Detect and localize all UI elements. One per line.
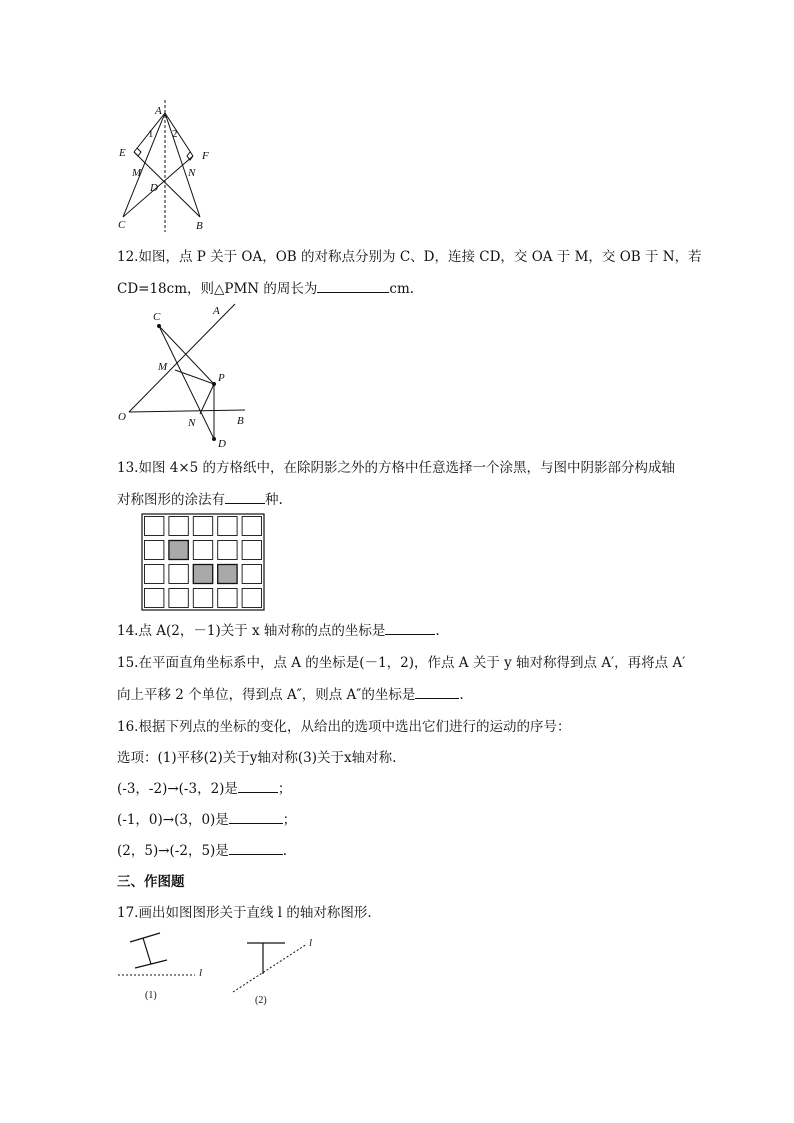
grid-cell[interactable] <box>242 589 261 608</box>
q17-figure-1 <box>115 930 215 1010</box>
grid-cell[interactable] <box>242 517 261 536</box>
q15-answer-blank[interactable] <box>415 686 459 699</box>
figure-q11 <box>110 100 220 235</box>
q12-label-N: N <box>188 417 196 429</box>
q12-ray-OB <box>129 410 245 412</box>
q17-fig1-bar-top <box>130 933 160 942</box>
q11-label-C: C <box>118 219 126 231</box>
q12-point-D <box>212 437 216 441</box>
q12-answer-blank[interactable] <box>317 280 389 293</box>
q17-fig1-label-l: l <box>199 967 203 979</box>
q12-segment-PC <box>159 326 214 384</box>
q12-ray-OA <box>129 304 235 412</box>
q11-line-AF <box>165 113 193 156</box>
section-title: 三、作图题 <box>117 874 185 890</box>
q15-line2 <box>117 686 464 704</box>
grid-cell[interactable] <box>145 589 164 608</box>
q16-item3-end: . <box>282 843 288 859</box>
q12-line2-unit: cm. <box>389 281 415 297</box>
q11-line-AC <box>123 113 165 217</box>
q16-item1-blank[interactable] <box>238 780 278 793</box>
q13-line2 <box>117 491 283 509</box>
q12-line2-text: CD=18cm，则△PMN 的周长为 <box>117 281 318 297</box>
q16-item2-end: ； <box>282 812 297 828</box>
q12-segment-PM <box>175 370 214 384</box>
q14-text: 14.点 A(2，－1)关于 x 轴对称的点的坐标是 <box>117 623 386 639</box>
grid-cell[interactable] <box>145 517 164 536</box>
q13-line1: 13.如图 4×5 的方格纸中，在除阴影之外的方格中任意选择一个涂黑，与图中阴影部分构成轴 <box>117 460 676 476</box>
q16-item1-text: (-3，-2)→(-3，2)是 <box>117 781 238 797</box>
q11-label-F: F <box>202 150 209 162</box>
grid-cell[interactable] <box>242 565 261 584</box>
q16-item2-text: (-1，0)→(3，0)是 <box>117 812 229 828</box>
q16-options: 选项：(1)平移(2)关于y轴对称(3)关于x轴对称. <box>117 750 397 766</box>
grid-cell-shaded <box>218 565 237 584</box>
q11-right-angle-E <box>134 148 141 156</box>
q16-line1: 16.根据下列点的坐标的变化，从给出的选项中选出它们进行的运动的序号： <box>117 719 571 735</box>
q11-line-FC <box>123 156 193 217</box>
q12-label-P: P <box>218 372 225 384</box>
q11-label-B: B <box>196 220 203 232</box>
grid-cell[interactable] <box>169 589 188 608</box>
q14-answer-blank[interactable] <box>385 622 435 635</box>
q12-segment-PN <box>200 384 214 414</box>
q17-fig1-stem <box>143 938 151 964</box>
grid-cell[interactable] <box>145 565 164 584</box>
grid-cell[interactable] <box>218 541 237 560</box>
q12-label-A: A <box>213 305 220 317</box>
q13-line2-text: 对称图形的涂法有 <box>117 492 225 508</box>
grid-cell[interactable] <box>169 565 188 584</box>
q17-fig1-caption: (1) <box>145 990 157 1001</box>
q11-label-N: N <box>188 167 196 179</box>
q15-line1: 15.在平面直角坐标系中，点 A 的坐标是(－1，2)，作点 A 关于 y 轴对称得到点 A′，再将点 A′ <box>117 655 686 671</box>
q17-fig2-label-l: l <box>309 937 313 949</box>
grid-cell[interactable] <box>169 517 188 536</box>
q11-label-M: M <box>132 167 142 179</box>
q13-line2-end: 种. <box>265 492 283 508</box>
q16-item2 <box>117 811 296 829</box>
figure-q12 <box>115 302 255 450</box>
q12-label-B: B <box>237 415 244 427</box>
q11-label-A: A <box>155 105 162 117</box>
q11-label-2: 2 <box>172 128 178 140</box>
q12-segment-CD <box>159 326 214 439</box>
q12-line2 <box>117 280 414 298</box>
q12-line1: 12.如图，点 P 关于 OA，OB 的对称点分别为 C、D，连接 CD，交 OA 于 M，交 OB 于 N，若 <box>117 249 702 265</box>
q16-item2-blank[interactable] <box>229 811 283 824</box>
grid-cell[interactable] <box>218 517 237 536</box>
q17-fig2-line-l <box>233 944 307 992</box>
q17-figure-2 <box>225 930 325 1010</box>
grid-cell[interactable] <box>218 589 237 608</box>
q12-label-M: M <box>158 361 168 373</box>
grid-cell[interactable] <box>242 541 261 560</box>
q16-item3-text: (2，5)→(-2，5)是 <box>117 843 229 859</box>
q17-text: 17.画出如图图形关于直线 l 的轴对称图形. <box>117 905 372 921</box>
grid-cell-shaded <box>193 565 212 584</box>
q14-line <box>117 622 440 640</box>
q17-fig1-bar-bottom <box>135 960 167 968</box>
q15-end: . <box>459 687 464 703</box>
grid-cell[interactable] <box>193 541 212 560</box>
q12-point-C <box>157 324 161 328</box>
q15-line2-text: 向上平移 2 个单位，得到点 A″，则点 A″的坐标是 <box>117 687 416 703</box>
q13-grid <box>140 512 266 612</box>
q16-item1-end: ； <box>277 781 292 797</box>
q12-point-P <box>212 382 216 386</box>
q17-fig2-caption: (2) <box>255 995 267 1006</box>
q16-item1 <box>117 780 291 798</box>
q14-end: . <box>435 623 440 639</box>
grid-cell-shaded <box>169 541 188 560</box>
grid-cell[interactable] <box>145 541 164 560</box>
q12-label-C: C <box>153 311 161 323</box>
grid-cell[interactable] <box>193 517 212 536</box>
q11-label-E: E <box>119 147 126 159</box>
q16-item3 <box>117 842 287 860</box>
q12-label-O: O <box>118 411 126 423</box>
q12-label-D: D <box>218 438 226 450</box>
q11-line-EB <box>134 152 200 217</box>
q16-item3-blank[interactable] <box>229 842 283 855</box>
q13-answer-blank[interactable] <box>225 491 265 504</box>
grid-cell[interactable] <box>193 589 212 608</box>
q11-label-1: 1 <box>148 128 154 140</box>
q11-label-D: D <box>150 182 158 194</box>
